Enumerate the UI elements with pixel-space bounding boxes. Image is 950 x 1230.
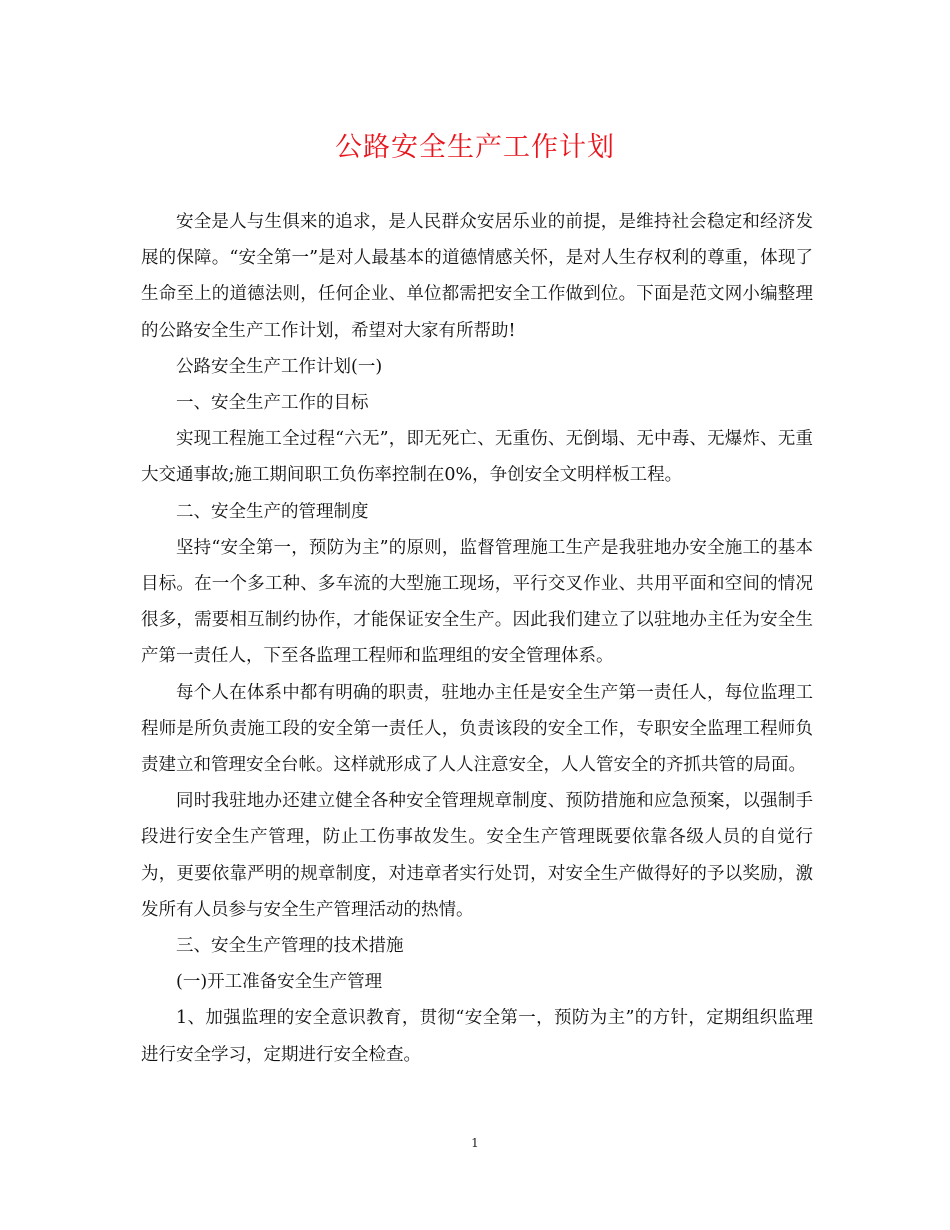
- paragraph-section-1-body: 实现工程施工全过程“六无”，即无死亡、无重伤、无倒塌、无中毒、无爆炸、无重大交通事故;施工期间职工负伤率控制在0%，争创安全文明样板工程。: [141, 429, 813, 486]
- paragraph-section-2-body-1: 坚持“安全第一，预防为主”的原则，监督管理施工生产是我驻地办安全施工的基本目标。在一个多工种、多车流的大型施工现场，平行交叉作业、共用平面和空间的情况很多，需要相互制约协作，才能保证安全生产。因此我们建立了以驻地办主任为安全生产第一责任人，下至各监理工程师和监理组的安全管理体系。: [141, 537, 813, 667]
- document-body: [141, 204, 813, 1073]
- paragraph-plan-heading: 公路安全生产工作计划(一): [176, 356, 383, 377]
- paragraph-section-2-body-2: 每个人在体系中都有明确的职责，驻地办主任是安全生产第一责任人，每位监理工程师是所负责施工段的安全第一责任人，负责该段的安全工作，专职安全监理工程师负责建立和管理安全台帐。这样就形成了人人注意安全，人人管安全的齐抓共管的局面。: [141, 682, 813, 776]
- paragraph-subsection-heading: (一)开工准备安全生产管理: [176, 972, 383, 993]
- paragraph-section-2-body-3: 同时我驻地办还建立健全各种安全管理规章制度、预防措施和应急预案，以强制手段进行安全生产管理，防止工伤事故发生。安全生产管理既要依靠各级人员的自觉行为，更要依靠严明的规章制度，对违章者实行处罚，对安全生产做得好的予以奖励，激发所有人员参与安全生产管理活动的热情。: [141, 791, 813, 920]
- document-title: 公路安全生产工作计划: [335, 132, 615, 163]
- paragraph-section-2-heading: 二、安全生产的管理制度: [176, 501, 369, 522]
- paragraph-intro: 安全是人与生俱来的追求，是人民群众安居乐业的前提，是维持社会稳定和经济发展的保障。“安全第一”是对人最基本的道德情感关怀，是对人生存权利的尊重，体现了生命至上的道德法则，任何企业、单位都需把安全工作做到位。下面是范文网小编整理的公路安全生产工作计划，希望对大家有所帮助!: [141, 212, 813, 341]
- paragraph-item-1: 1、加强监理的安全意识教育，贯彻“安全第一，预防为主”的方针，定期组织监理进行安全学习，定期进行安全检查。: [141, 1008, 813, 1065]
- paragraph-section-3-heading: 三、安全生产管理的技术措施: [176, 936, 404, 957]
- page-number: 1: [471, 1136, 479, 1150]
- paragraph-section-1-heading: 一、安全生产工作的目标: [176, 393, 369, 414]
